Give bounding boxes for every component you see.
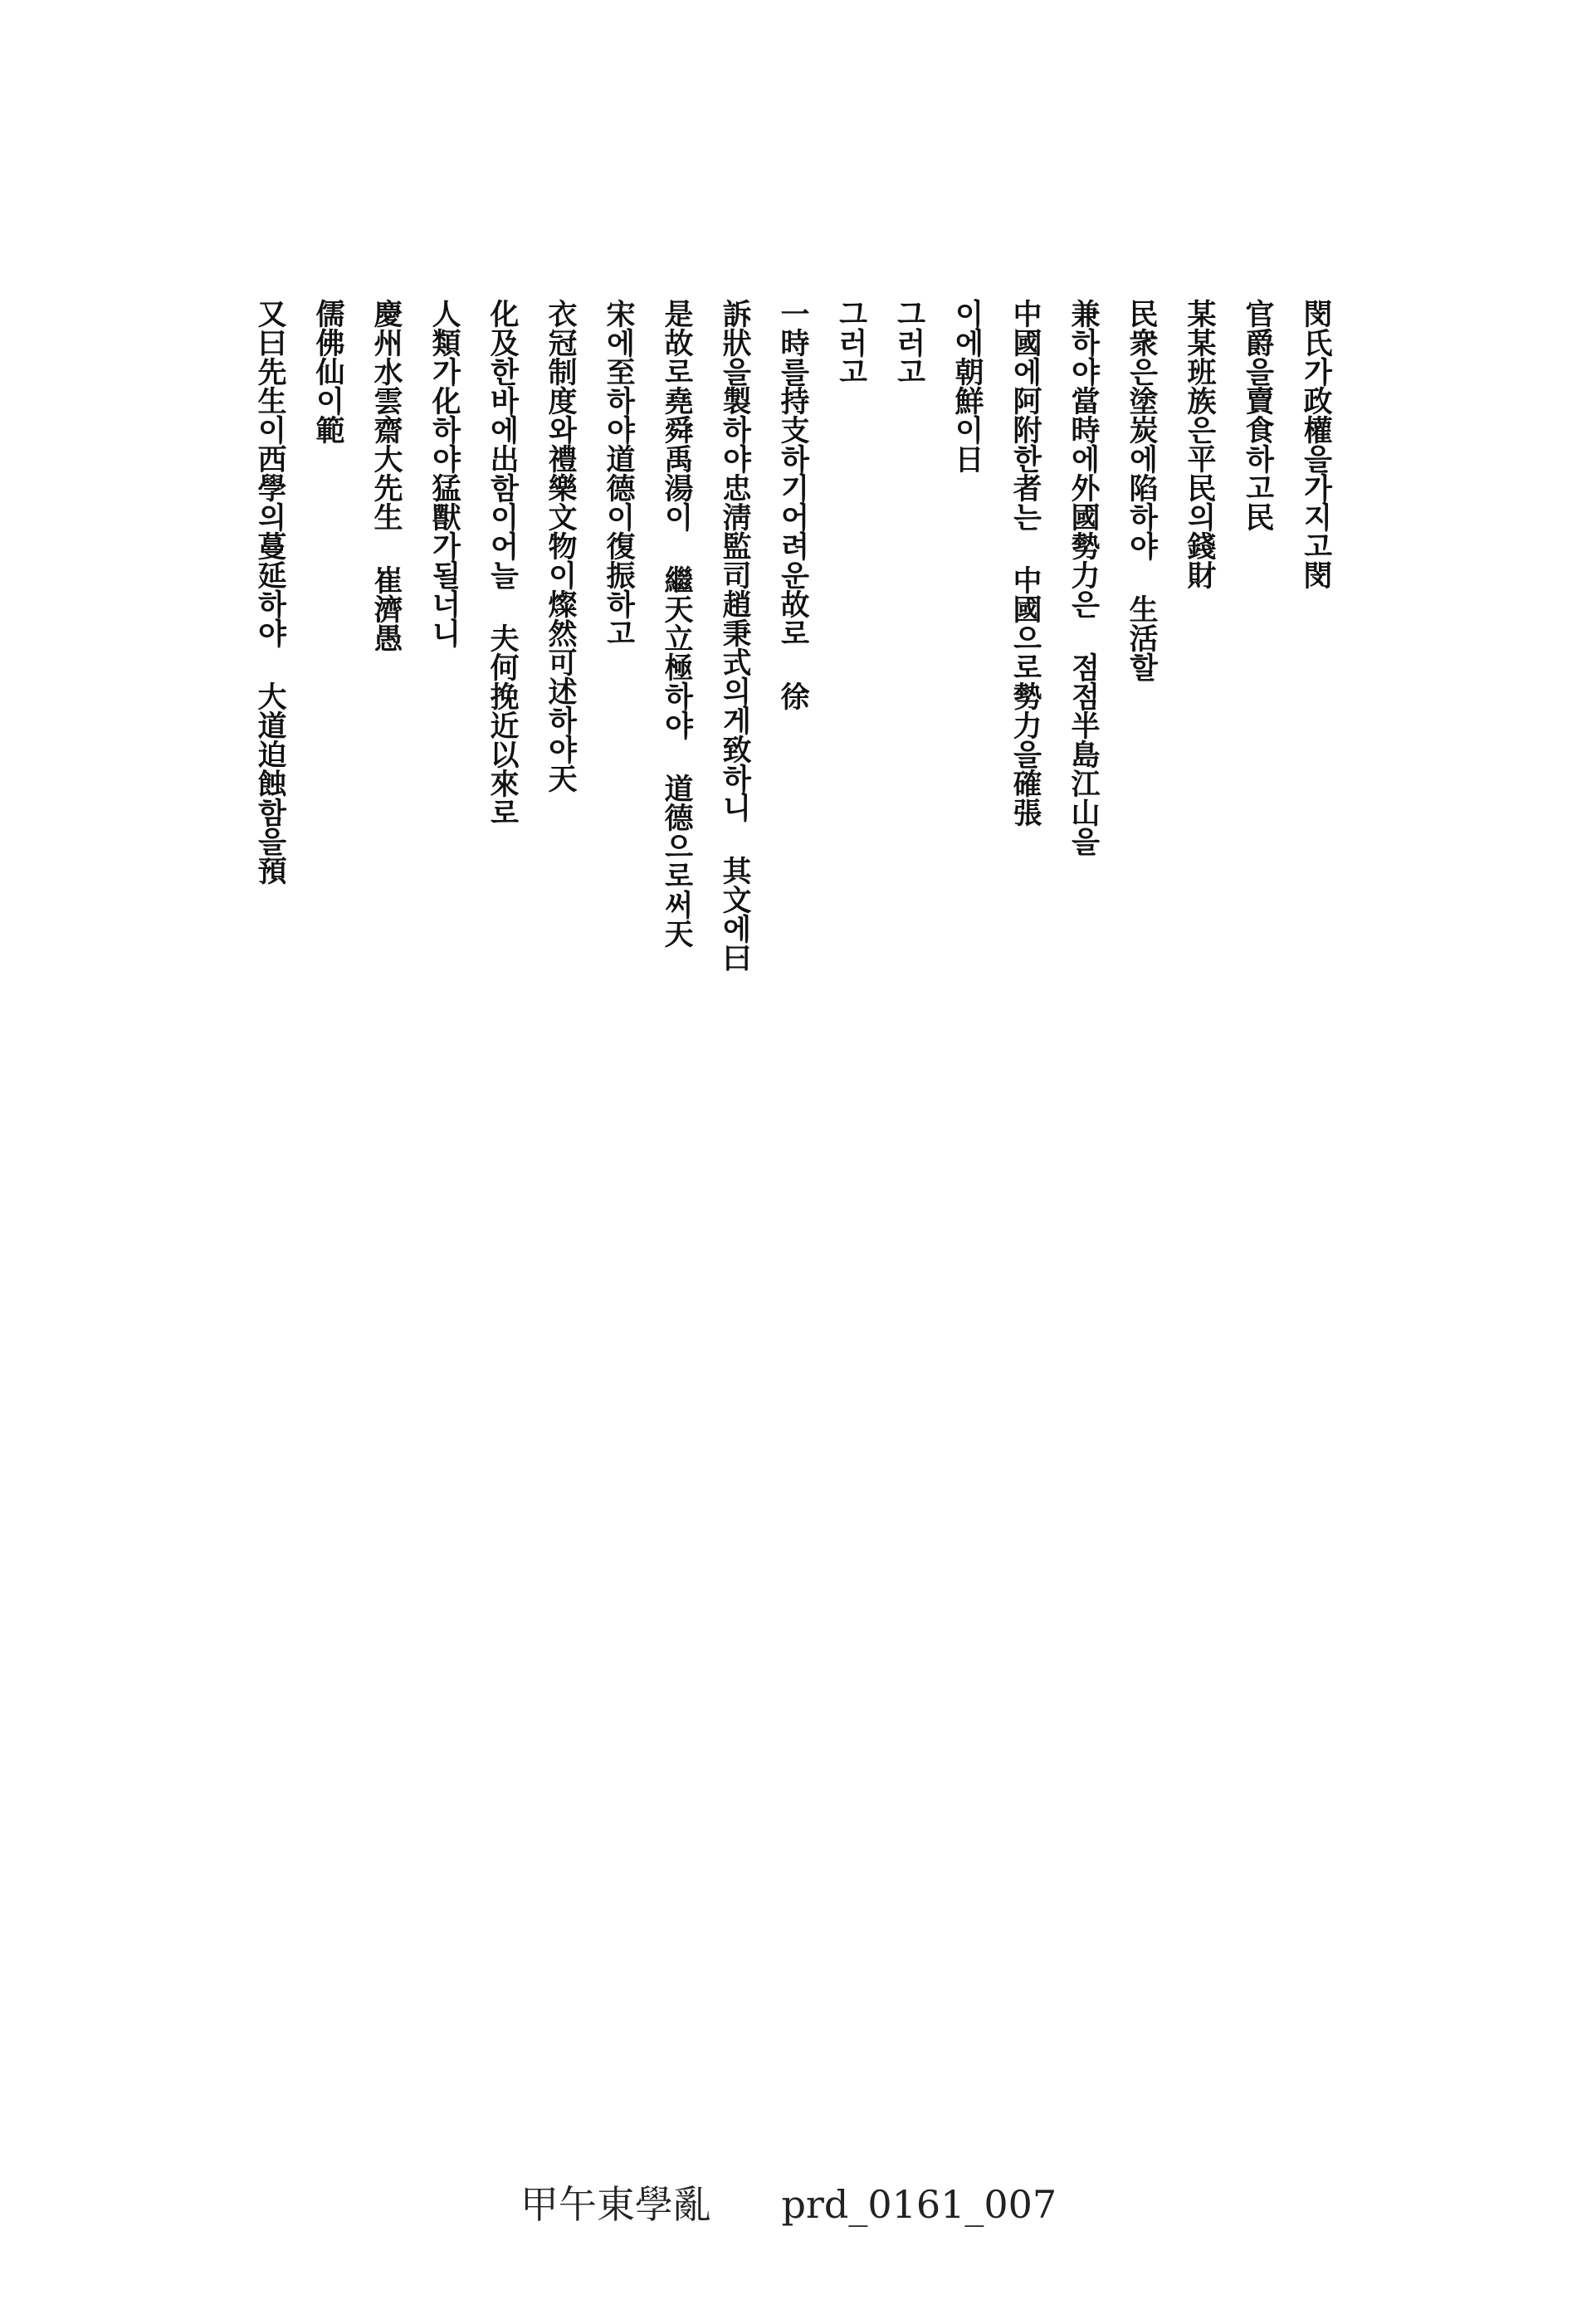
footer-page-id: prd_0161_007 [781,2182,1057,2227]
text-column: 이에朝鮮이日 [950,299,984,473]
vertical-text-block [249,299,1345,2042]
text-column: 中國에阿附한者는 中國으로勢力을確張 [1008,299,1042,827]
text-column: 某某班族은平民의錢財 [1183,299,1217,589]
text-column: 民衆은塗炭에陷하야 生活할 [1125,299,1159,681]
text-column: 慶州水雲齋大先生 崔濟愚 [369,299,403,652]
text-column: 그러고 [834,299,868,386]
text-column: 宋에至하야道德이復振하고 [602,299,636,647]
text-column: 衣冠制度와禮樂文物이燦然可述하야天 [544,299,578,793]
page-footer [0,2175,1577,2229]
text-column: 儒佛仙이範 [311,299,345,444]
text-column: 化及한바에出함이어늘 夫何挽近以來로 [486,299,520,827]
text-column: 一時를持支하기어려운故로 徐 [776,299,810,710]
text-column: 訴狀을製하야忠淸監司趙秉式의게致하니 其文에曰 [718,299,752,972]
text-column: 是故로堯舜禹湯이 繼天立極하야 道德으로써天 [660,299,694,948]
text-column: 兼하야當時에外國勢力은 점점半島江山을 [1067,299,1101,856]
text-column: 그러고 [892,299,926,386]
footer-title: 甲午東學亂 [520,2182,711,2227]
text-column: 官爵을賣食하고民 [1241,299,1275,531]
text-column: 閔氏가政權을가지고閔 [1299,299,1333,589]
text-column: 人類가化하야猛獸가될너니 [427,299,461,647]
text-column: 又曰先生이西學의蔓延하야 大道迫蝕함을預 [253,299,287,885]
